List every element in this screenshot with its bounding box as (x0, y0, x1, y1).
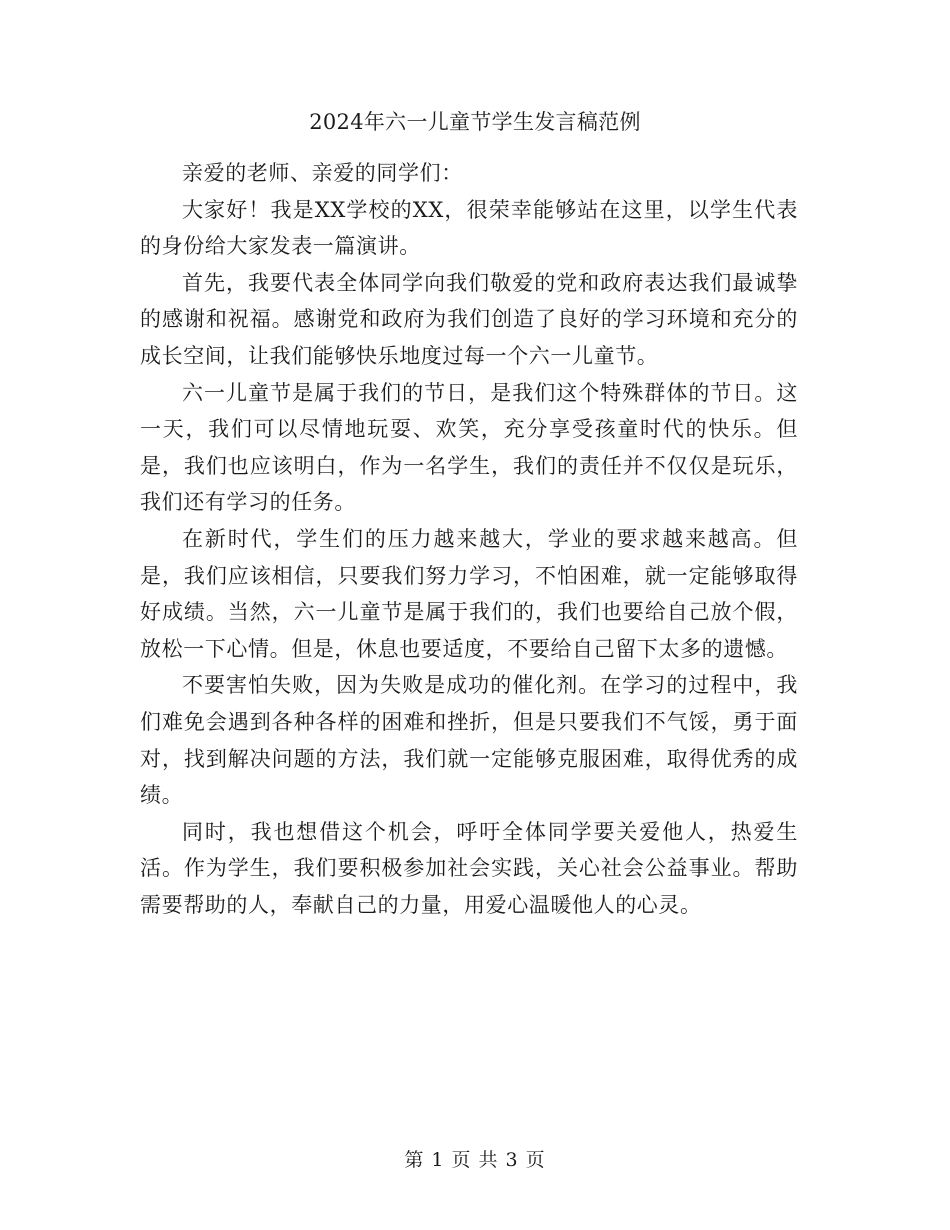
paragraph: 六一儿童节是属于我们的节日，是我们这个特殊群体的节日。这一天，我们可以尽情地玩耍、欢笑，充分享受孩童时代的快乐。但是，我们也应该明白，作为一名学生，我们的责任并不仅仅是玩乐，我们还有学习的任务。 (140, 380, 798, 515)
paragraph: 首先，我要代表全体同学向我们敬爱的党和政府表达我们最诚挚的感谢和祝福。感谢党和政府为我们创造了良好的学习环境和充分的成长空间，让我们能够快乐地度过每一个六一儿童节。 (140, 270, 798, 368)
paragraph: 不要害怕失败，因为失败是成功的催化剂。在学习的过程中，我们难免会遇到各种各样的困难和挫折，但是只要我们不气馁，勇于面对，找到解决问题的方法，我们就一定能够克服困难，取得优秀的成绩。 (140, 673, 798, 808)
page-number-footer: 第 1 页 共 3 页 (404, 1149, 546, 1171)
paragraph: 大家好！我是XX学校的XX，很荣幸能够站在这里，以学生代表的身份给大家发表一篇演讲。 (140, 197, 798, 259)
document-body (140, 155, 798, 923)
document-title: 2024年六一儿童节学生发言稿范例 (309, 110, 641, 134)
salutation: 亲爱的老师、亲爱的同学们： (182, 161, 463, 185)
paragraph: 在新时代，学生们的压力越来越大，学业的要求越来越高。但是，我们应该相信，只要我们努力学习，不怕困难，就一定能够取得好成绩。当然，六一儿童节是属于我们的，我们也要给自己放个假，放松一下心情。但是，休息也要适度，不要给自己留下太多的遗憾。 (140, 526, 798, 661)
paragraph: 同时，我也想借这个机会，呼吁全体同学要关爱他人，热爱生活。作为学生，我们要积极参加社会实践，关心社会公益事业。帮助需要帮助的人，奉献自己的力量，用爱心温暖他人的心灵。 (140, 819, 798, 917)
